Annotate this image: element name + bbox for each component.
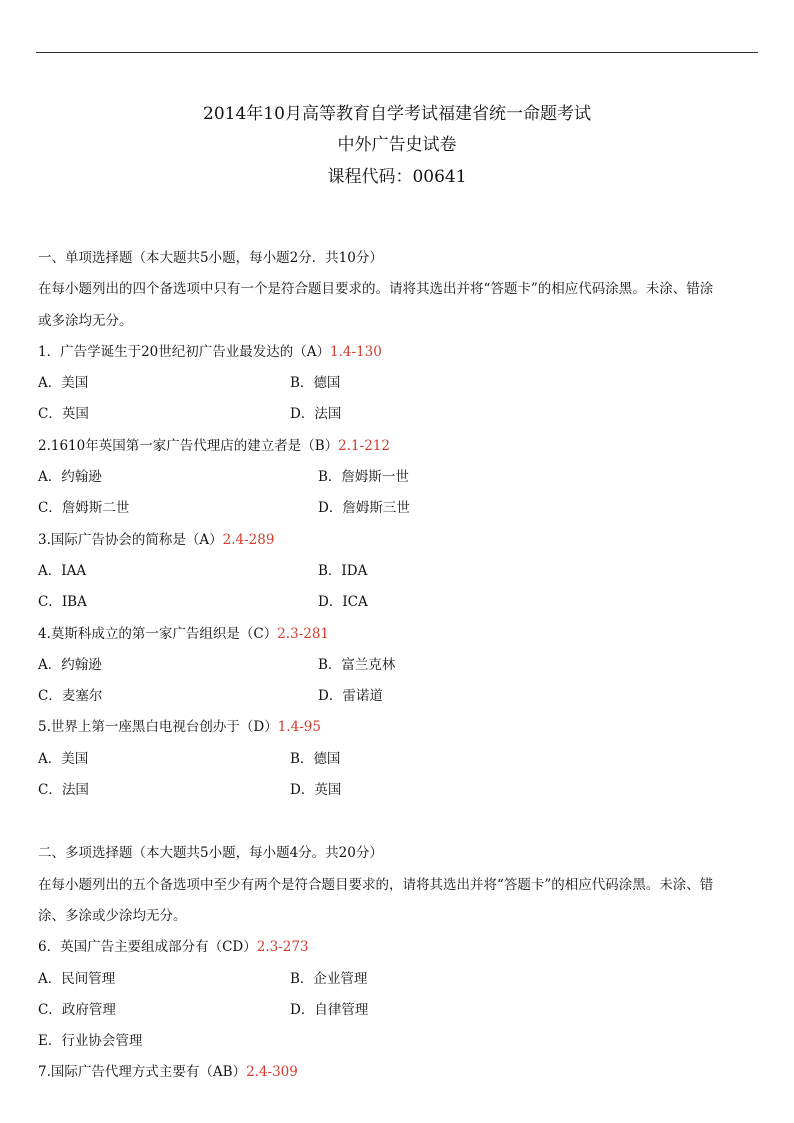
option-b: B．富兰克林 [318,656,396,673]
options-row [38,964,756,995]
option-e: E．行业协会管理 [38,1033,143,1050]
exam-content [38,243,756,1089]
question-text: 5.世界上第一座黑白电视台创办于（D） [38,719,278,736]
question-1 [38,337,756,368]
option-b: B．德国 [290,750,341,767]
section1-heading: 一、单项选择题（本大题共5小题，每小题2分．共10分） [38,250,383,266]
reference-code: 1.4-95 [277,719,321,736]
exam-subject: 中外广告史试卷 [337,135,457,156]
option-a: A．民间管理 [38,970,116,987]
options-row [38,744,756,775]
exam-header [0,92,794,186]
exam-title: 2014年10月高等教育自学考试福建省统一命题考试 [203,104,591,124]
options-row [38,1026,756,1057]
question-6 [38,932,756,963]
option-d: D．ICA [318,594,368,611]
options-row [38,368,756,399]
options-row [38,462,756,493]
option-a: A．IAA [38,562,87,579]
reference-code: 1.4-130 [330,343,382,360]
question-text: 2.1610年英国第一家广告代理店的建立者是（B） [38,437,339,454]
options-row [38,399,756,430]
section1-instructions-line1: 在每小题列出的四个备选项中只有一个是符合题目要求的。请将其选出并将“答题卡”的相应代码涂黑。未涂、错涂 [38,281,714,298]
options-row [38,775,756,806]
question-2 [38,431,756,462]
option-a: A．约翰逊 [38,656,102,673]
reference-code: 2.3-273 [256,939,309,956]
question-text: 7.国际广告代理方式主要有（AB） [38,1064,247,1081]
option-c: C．IBA [38,594,87,611]
option-d: D．詹姆斯三世 [318,500,410,517]
options-row [38,681,756,712]
option-a: A．美国 [38,750,89,767]
question-7 [38,1057,756,1088]
options-row [38,650,756,681]
options-row [38,556,756,587]
option-d: D．法国 [290,406,342,423]
options-row [38,587,756,618]
option-b: B．IDA [318,562,368,579]
option-d: D．雷诺道 [318,688,383,705]
course-code: 课程代码：00641 [327,166,467,187]
option-c: C．法国 [38,782,89,799]
option-d: D．自律管理 [290,1001,369,1018]
question-5 [38,712,756,743]
section2-instructions-line2: 涂、多涂或少涂均无分。 [38,907,187,924]
question-text: 4.莫斯科成立的第一家广告组织是（C） [38,625,278,642]
question-text: 1．广告学诞生于20世纪初广告业最发达的（A） [38,343,331,360]
option-b: B．詹姆斯一世 [318,469,409,486]
reference-code: 2.4-309 [246,1064,298,1081]
options-row [38,493,756,524]
question-4 [38,619,756,650]
section1-instructions-line2: 或多涂均无分。 [38,312,133,329]
section2-instructions-line1: 在每小题列出的五个备选项中至少有两个是符合题目要求的，请将其选出并将“答题卡”的相应代码涂黑。未涂、错 [38,876,714,893]
section2-heading: 二、多项选择题（本大题共5小题，每小题4分。共20分） [38,845,383,862]
option-c: C．麦塞尔 [38,688,103,705]
option-b: B．德国 [290,375,341,392]
reference-code: 2.1-212 [338,437,390,454]
options-row [38,995,756,1026]
option-d: D．英国 [290,782,342,799]
option-a: A．美国 [38,375,89,392]
reference-code: 2.3-281 [277,625,330,642]
section-gap [38,806,756,838]
question-text: 6．英国广告主要组成部分有（CD） [38,939,257,956]
reference-code: 2.4-289 [222,531,275,548]
option-a: A．约翰逊 [38,469,102,486]
option-c: C．詹姆斯二世 [38,500,130,517]
top-rule [36,52,758,53]
option-c: C．政府管理 [38,1001,116,1018]
option-c: C．英国 [38,406,89,423]
question-3 [38,525,756,556]
option-b: B．企业管理 [290,970,368,987]
question-text: 3.国际广告协会的简称是（A） [38,531,223,548]
